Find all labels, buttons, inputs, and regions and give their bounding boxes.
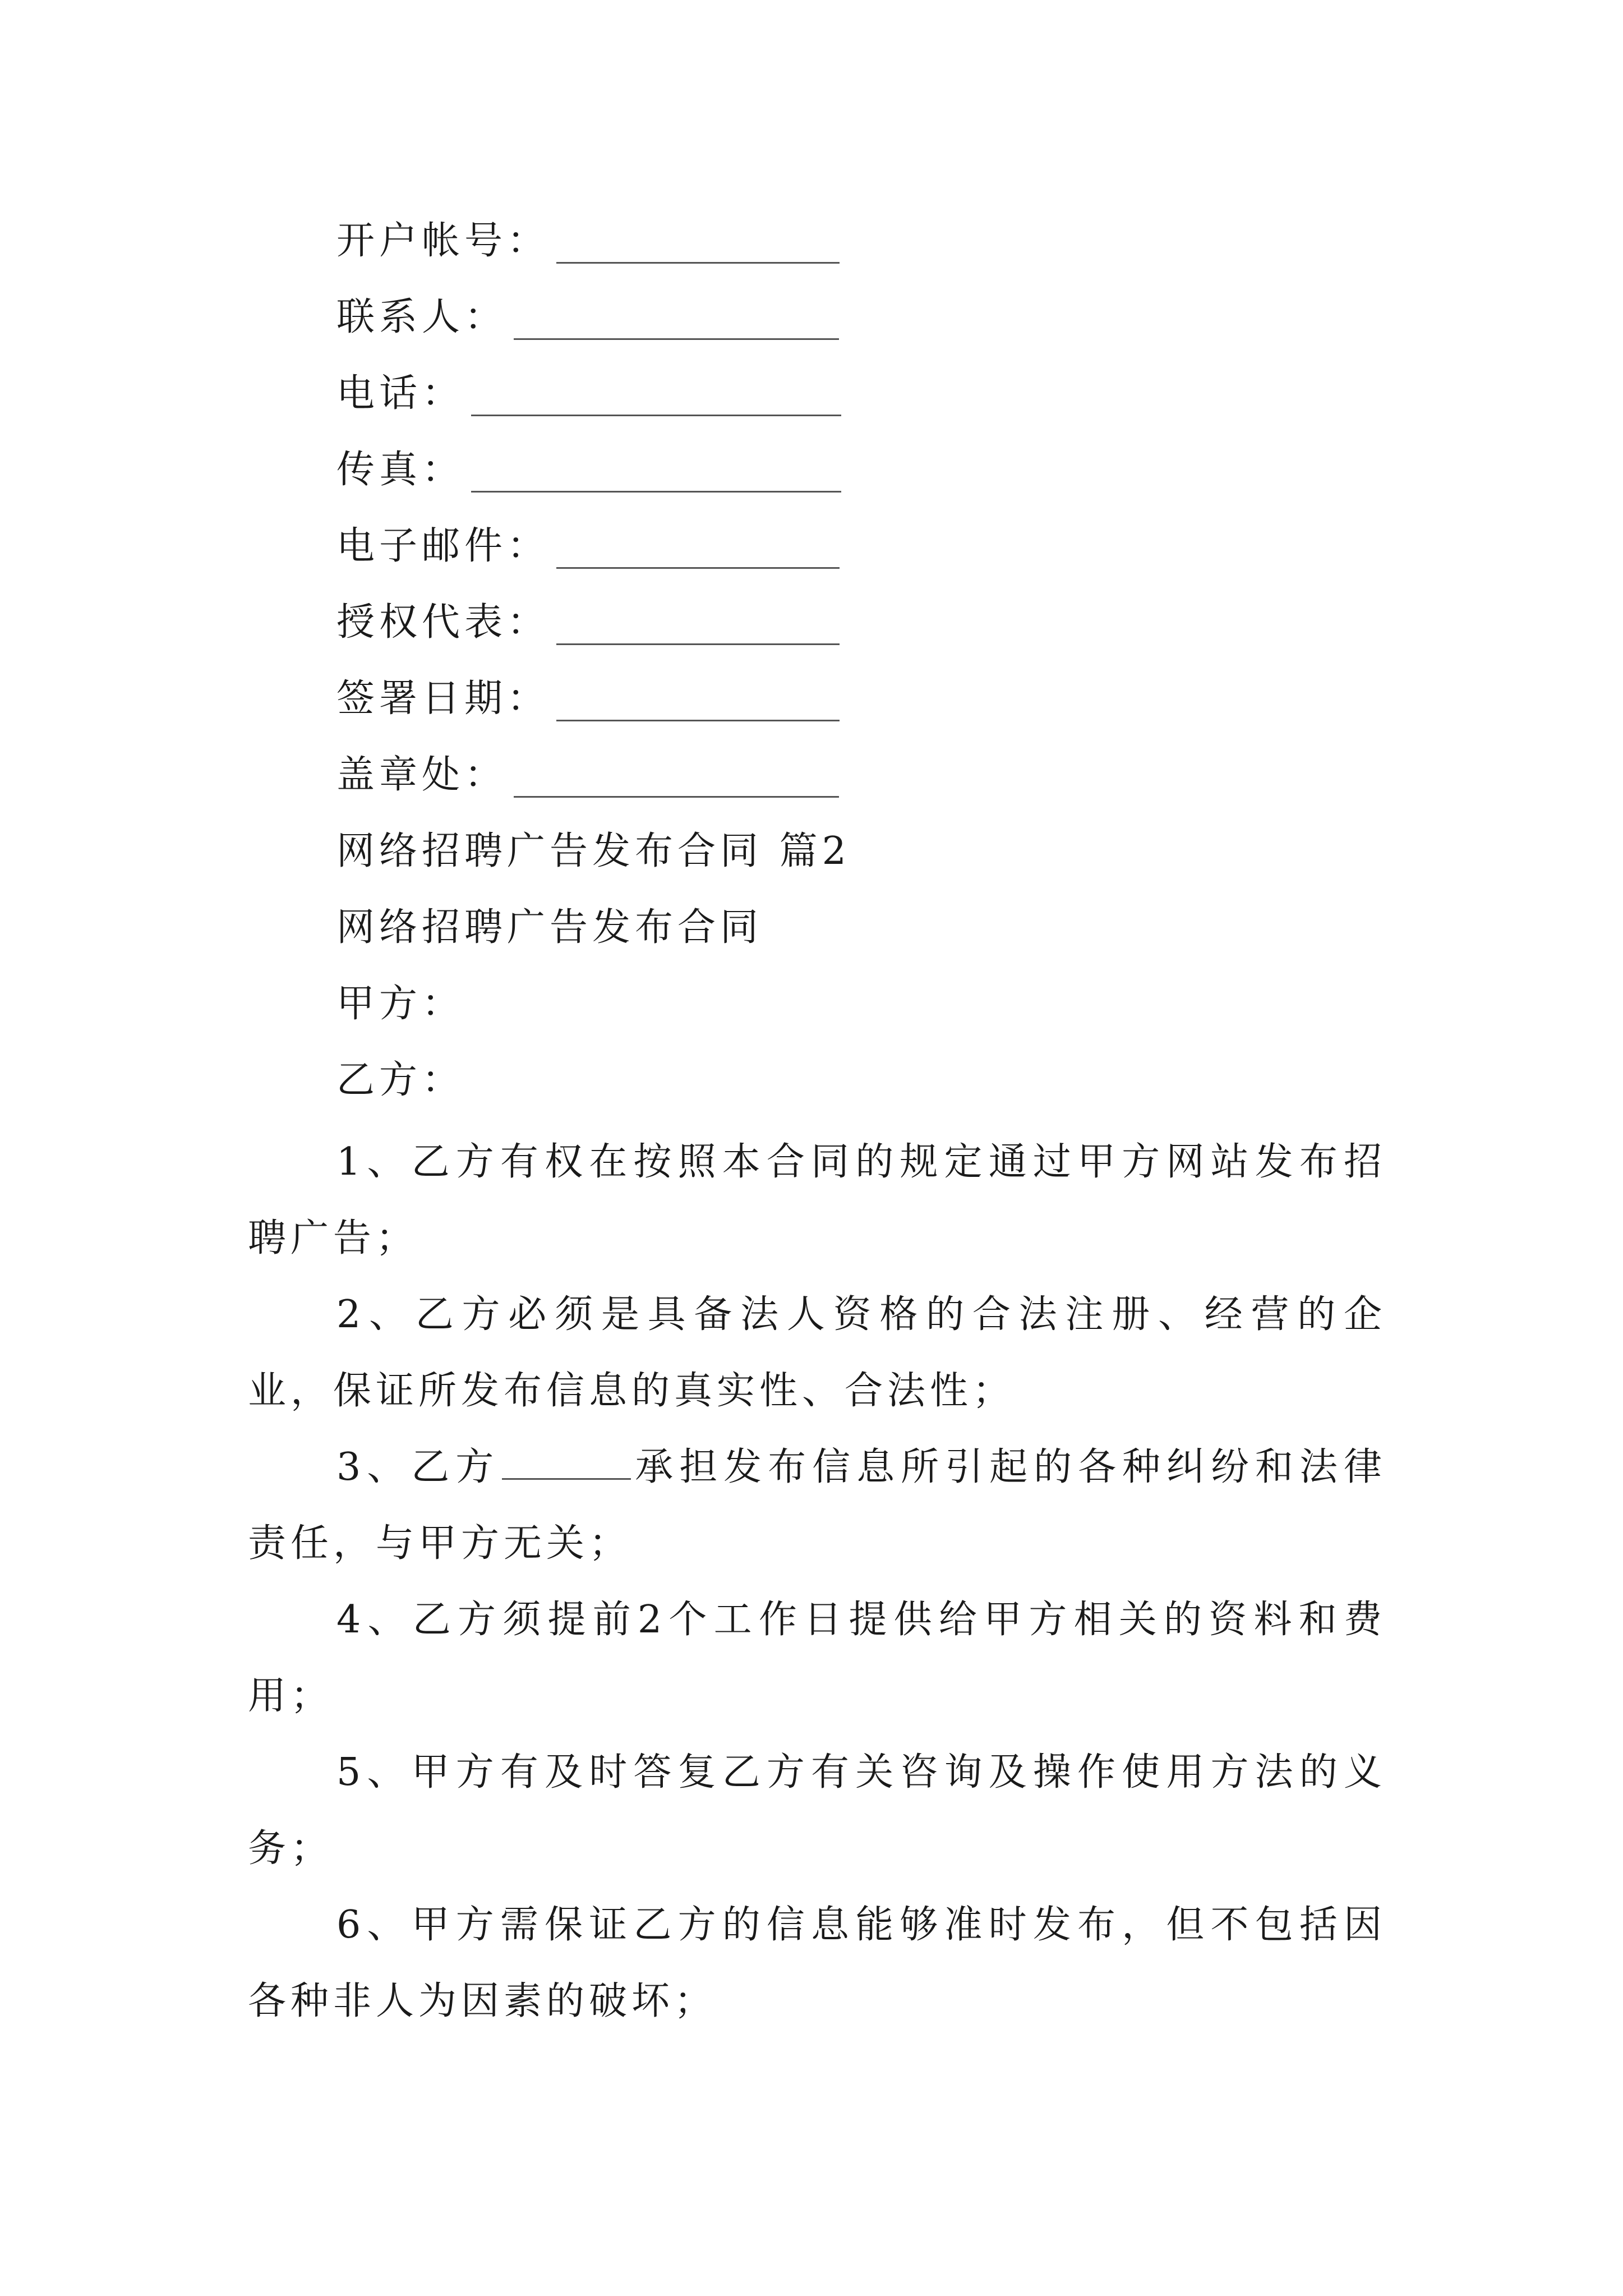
- field-label: 盖章处：: [336, 753, 508, 797]
- clause-5: 5、甲方有及时答复乙方有关咨询及操作使用方法的义务；: [248, 1750, 1386, 1871]
- field-label: 授权代表：: [336, 600, 550, 645]
- blank-line: [556, 535, 840, 569]
- field-fax: [336, 448, 841, 493]
- field-seal: [336, 753, 839, 798]
- clause-1: 1、乙方有权在按照本合同的规定通过甲方网站发布招聘广告；: [248, 1140, 1386, 1260]
- blank-line: [502, 1447, 631, 1480]
- party-b-label: 乙方：: [336, 1058, 465, 1102]
- field-phone: [336, 371, 841, 416]
- clause-3: [248, 1429, 1386, 1582]
- blank-line: [514, 763, 839, 798]
- clause-4: 4、乙方须提前2个工作日提供给甲方相关的资料和费用；: [248, 1598, 1386, 1718]
- blank-line: [556, 687, 840, 721]
- field-label: 签署日期：: [336, 677, 550, 721]
- clause-2: 2、乙方必须是具备法人资格的合法注册、经营的企业，保证所发布信息的真实性、合法性；: [248, 1292, 1386, 1413]
- field-email: [336, 524, 840, 569]
- blank-line: [556, 229, 840, 264]
- field-contact: [336, 295, 839, 340]
- blank-line: [471, 382, 841, 416]
- field-label: 联系人：: [336, 295, 508, 339]
- blank-line: [556, 611, 840, 645]
- party-a-label: 甲方：: [336, 982, 465, 1026]
- clause-3-prefix: 3、乙方: [336, 1445, 500, 1489]
- field-label: 电子邮件：: [336, 524, 550, 568]
- clause-6: 6、甲方需保证乙方的信息能够准时发布，但不包括因各种非人为因素的破坏；: [248, 1903, 1386, 2023]
- field-sign-date: [336, 677, 840, 721]
- field-label: 开户帐号：: [336, 219, 550, 263]
- section-heading: 网络招聘广告发布合同 篇2: [336, 829, 851, 873]
- field-label: 电话：: [336, 371, 465, 416]
- field-label: 传真：: [336, 448, 465, 492]
- clause-3-suffix: 承担发布信息所引起的各种纠纷和法律责任，与甲方无关；: [248, 1445, 1386, 1566]
- blank-line: [514, 306, 839, 340]
- blank-line: [471, 458, 841, 493]
- field-account-number: [336, 219, 840, 264]
- field-authorized-rep: [336, 600, 840, 645]
- contract-title: 网络招聘广告发布合同: [336, 905, 763, 950]
